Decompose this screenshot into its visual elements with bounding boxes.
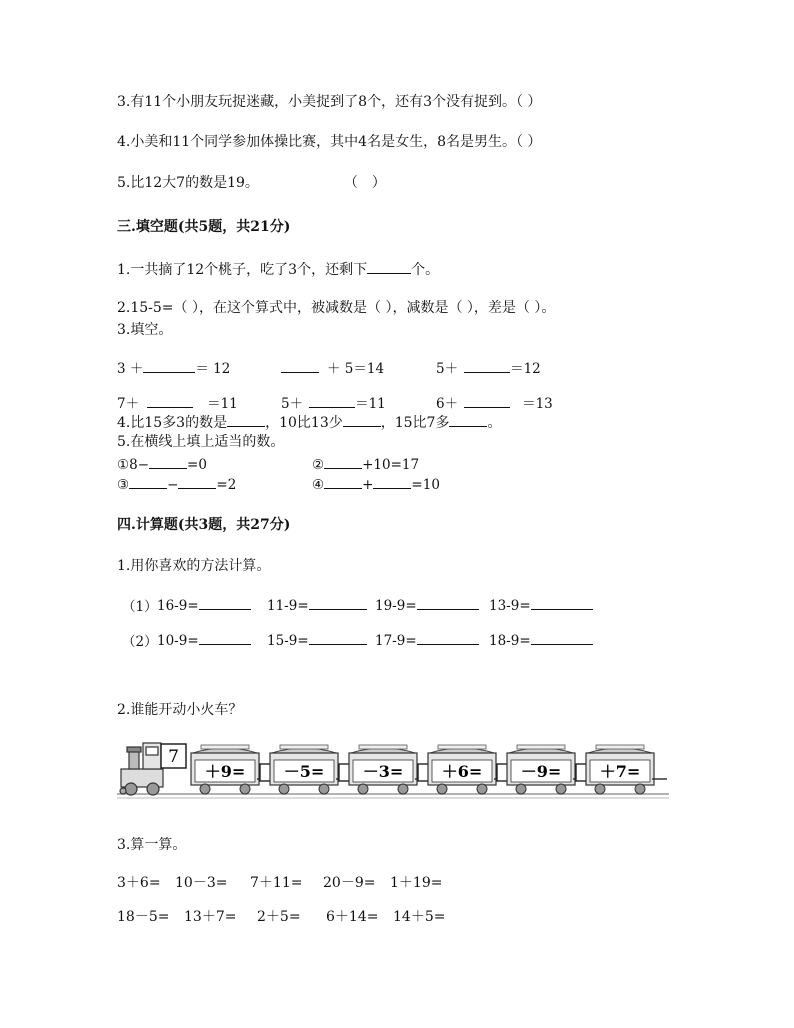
calc-text: 19-9= — [375, 598, 417, 614]
fill-text: ＝13 — [522, 396, 553, 412]
calc-text: 18-9= — [489, 633, 531, 649]
fill-text: ② — [312, 457, 325, 473]
calc-row4-item5: 14＋5= — [393, 909, 446, 925]
fill-text: − — [167, 477, 179, 493]
train-operation: ＋6= — [441, 762, 483, 781]
train-car — [270, 745, 338, 794]
fill-q5-item4 — [312, 474, 440, 493]
fill-q4 — [117, 412, 501, 432]
fill-text: 6＋ — [436, 396, 459, 412]
judge-q5-text: 5.比12大7的数是19。 — [117, 175, 259, 191]
train-car — [191, 745, 259, 794]
calc-row2-item2 — [267, 630, 367, 649]
fill-text: ＝12 — [510, 361, 541, 377]
answer-blank[interactable] — [464, 358, 510, 373]
answer-blank[interactable] — [373, 474, 411, 489]
train-operation: －5= — [283, 762, 325, 781]
calc-row2-item4 — [489, 630, 593, 649]
answer-blank[interactable] — [343, 412, 381, 427]
answer-blank[interactable] — [199, 630, 251, 645]
answer-blank[interactable] — [367, 259, 411, 274]
train-operation: －9= — [520, 762, 562, 781]
fill-q2: 2.15-5=（ ），在这个算式中，被减数是（ ），减数是（ ），差是（ ）。 — [117, 300, 556, 316]
calc-row1-item2 — [267, 595, 367, 614]
calc-q2: 2.谁能开动小火车？ — [117, 702, 243, 718]
calc-row2-item1 — [157, 630, 251, 649]
calc-text: 11-9= — [267, 598, 309, 614]
answer-paren: （ ） — [343, 175, 386, 191]
calc-row1-item1 — [157, 595, 251, 614]
calc-text: 10-9= — [157, 633, 199, 649]
fill-text: ，15比7多 — [380, 415, 450, 431]
answer-blank[interactable] — [178, 474, 216, 489]
fill-text: =2 — [216, 477, 237, 493]
calc-row3-item5: 1＋19= — [390, 875, 443, 891]
fill-text: =0 — [187, 457, 207, 473]
answer-blank[interactable] — [129, 474, 167, 489]
answer-blank[interactable] — [147, 393, 193, 408]
fill-row2-a — [117, 392, 238, 412]
calc-text: 13-9= — [489, 598, 531, 614]
train-car — [349, 745, 417, 794]
answer-blank[interactable] — [324, 474, 362, 489]
calc-text: 16-9= — [157, 598, 199, 614]
fill-text: +10=17 — [362, 457, 420, 473]
answer-blank[interactable] — [309, 595, 367, 610]
answer-blank[interactable] — [531, 630, 593, 645]
calc-row2-item3 — [375, 630, 479, 649]
calc-row4-item1: 18－5= — [117, 909, 170, 925]
fill-text: 7＋ — [117, 396, 140, 412]
fill-text: + — [362, 477, 374, 493]
calc-text: 15-9= — [267, 633, 309, 649]
fill-row2-b — [281, 392, 386, 412]
train-operation: －3= — [362, 762, 404, 781]
answer-blank[interactable] — [281, 358, 319, 373]
fill-text: ＝11 — [207, 396, 238, 412]
fill-q1-suffix: 个。 — [411, 262, 440, 278]
answer-blank[interactable] — [309, 393, 355, 408]
calc-text: 17-9= — [375, 633, 417, 649]
fill-text: 3 ＋ — [117, 361, 144, 377]
answer-blank[interactable] — [417, 630, 479, 645]
answer-blank[interactable] — [149, 454, 187, 469]
fill-q1-text: 1.一共摘了12个桃子，吃了3个，还剩下 — [117, 262, 368, 278]
answer-blank[interactable] — [449, 412, 487, 427]
calc-row1-item3 — [375, 595, 479, 614]
train-car — [586, 745, 654, 794]
section4-title: 四.计算题(共3题，共27分) — [117, 517, 291, 533]
answer-blank[interactable] — [417, 595, 479, 610]
fill-text: ①8− — [117, 457, 150, 473]
train-operation: ＋7= — [599, 762, 641, 781]
calc-row3-item3: 7＋11= — [250, 875, 303, 891]
calc-row4-item4: 6＋14= — [326, 909, 379, 925]
fill-q5-item3 — [117, 474, 236, 493]
fill-q1 — [117, 259, 439, 279]
train-illustration — [117, 731, 669, 801]
fill-text: ＝ 12 — [195, 361, 231, 377]
calc-row4-item2: 13＋7= — [184, 909, 237, 925]
calc-q1: 1.用你喜欢的方法计算。 — [117, 558, 271, 574]
calc-row4-item3: 2＋5= — [257, 909, 301, 925]
judge-q4: 4.小美和11个同学参加体操比赛，其中4名是女生，8名是男生。（ ） — [117, 134, 542, 150]
calc-row3-item2: 10－3= — [175, 875, 228, 891]
fill-text: =10 — [411, 477, 440, 493]
calc-row1-item4 — [489, 595, 593, 614]
fill-text: ＋ 5＝14 — [327, 361, 385, 377]
calc-row1-label: （1） — [122, 599, 158, 615]
answer-blank[interactable] — [199, 595, 251, 610]
calc-row3-item1: 3＋6= — [117, 875, 161, 891]
fill-row2-c — [436, 392, 553, 412]
fill-q3: 3.填空。 — [117, 322, 173, 338]
fill-q5: 5.在横线上填上适当的数。 — [117, 434, 285, 450]
answer-blank[interactable] — [324, 454, 362, 469]
answer-blank[interactable] — [227, 412, 265, 427]
fill-text: ③ — [117, 477, 130, 493]
fill-row1-b — [281, 357, 384, 377]
train-operation: ＋9= — [204, 762, 246, 781]
train-car — [507, 745, 575, 794]
fill-text: 。 — [487, 415, 502, 431]
start-number: 7 — [168, 747, 179, 767]
answer-blank[interactable] — [309, 630, 367, 645]
fill-row1-c — [436, 357, 541, 377]
calc-q3: 3.算一算。 — [117, 837, 187, 853]
fill-q5-item2 — [312, 454, 419, 473]
fill-text: ＝11 — [355, 396, 386, 412]
fill-text: 5＋ — [281, 396, 304, 412]
locomotive-icon — [120, 743, 163, 795]
fill-row1-a — [117, 357, 230, 377]
fill-text: 4.比15多3的数是 — [117, 415, 228, 431]
fill-text: ，10比13少 — [265, 415, 343, 431]
section3-title: 三.填空题(共5题，共21分) — [117, 219, 291, 235]
calc-row3-item4: 20－9= — [323, 875, 376, 891]
calc-row2-label: （2） — [122, 634, 158, 650]
fill-text: 5＋ — [436, 361, 459, 377]
answer-blank[interactable] — [464, 393, 510, 408]
answer-blank[interactable] — [143, 358, 195, 373]
fill-q5-item1 — [117, 454, 207, 473]
judge-q5 — [117, 174, 386, 192]
fill-text: ④ — [312, 477, 325, 493]
train-car — [428, 745, 496, 794]
answer-blank[interactable] — [531, 595, 593, 610]
judge-q3: 3.有11个小朋友玩捉迷藏，小美捉到了8个，还有3个没有捉到。（ ） — [117, 94, 542, 110]
